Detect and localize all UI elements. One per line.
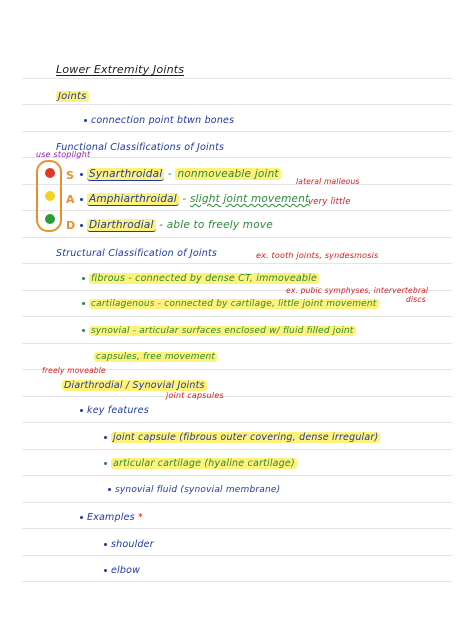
feature-articular-cartilage <box>104 459 297 469</box>
examples-row <box>80 513 143 523</box>
diarthrodial-row <box>80 220 273 231</box>
key-features-row <box>80 406 149 416</box>
diarthrodial-desc: able to freely move <box>166 219 273 231</box>
stoplight-letter-d: D <box>66 219 76 232</box>
synovial-cont-text: capsules, free movement <box>96 352 216 362</box>
page-title: Lower Extremity Joints <box>56 63 185 76</box>
capsule-note: joint capsules <box>166 391 224 400</box>
joints-heading <box>56 92 89 102</box>
joints-definition <box>84 116 234 126</box>
fibrous-row <box>82 274 319 284</box>
ruled-line <box>22 475 452 476</box>
ruled-line <box>22 555 452 556</box>
feature-synovial-fluid <box>108 486 280 495</box>
synarthroidal-row <box>80 169 281 180</box>
ruled-line <box>22 502 452 503</box>
bullet-icon <box>80 409 83 412</box>
examples-label: Examples <box>87 512 135 523</box>
bullet-icon <box>104 436 107 439</box>
bullet-icon <box>80 198 83 201</box>
example-shoulder-text: shoulder <box>111 539 154 550</box>
dash-sep: - <box>182 193 187 205</box>
ruled-line <box>22 422 452 423</box>
bullet-icon <box>108 488 111 491</box>
bullet-icon <box>82 277 85 280</box>
bullet-icon <box>82 302 85 305</box>
bullet-icon <box>80 224 83 227</box>
fibrous-text: fibrous - connected by dense CT, immoveable <box>91 273 318 284</box>
ruled-line <box>22 131 452 132</box>
stoplight-letter-s: S <box>66 169 74 182</box>
diarthrodial-term: Diarthrodial <box>89 219 154 231</box>
bullet-icon <box>80 516 83 519</box>
feature-joint-capsule-text: joint capsule (fibrous outer covering, dense irregular) <box>113 432 379 443</box>
synarthroidal-desc: nonmoveable joint <box>177 168 279 180</box>
ruled-line <box>22 78 452 79</box>
dash-sep: - <box>167 168 172 180</box>
yellow-light-icon <box>45 191 55 201</box>
key-features-text: key features <box>87 405 149 416</box>
stoplight-letter-a: A <box>66 193 75 206</box>
bullet-icon <box>82 329 85 332</box>
cartilagenous-row <box>82 300 379 309</box>
feature-joint-capsule <box>104 433 380 443</box>
stoplight-note: use stoplight <box>36 150 91 159</box>
star-icon: * <box>138 512 143 523</box>
synovial-row <box>82 327 356 336</box>
amphiarthroidal-row <box>80 194 309 205</box>
structural-heading: Structural Classification of Joints <box>56 248 218 259</box>
ruled-line <box>22 316 452 317</box>
amphiarthroidal-note: very little <box>308 197 351 207</box>
freely-moveable-note: freely moveable <box>42 366 106 375</box>
bullet-icon <box>104 543 107 546</box>
dash-sep: - <box>159 219 164 231</box>
cartilage-note-2: discs <box>406 295 426 304</box>
example-elbow <box>104 566 140 576</box>
ruled-line <box>22 237 452 238</box>
synovial-text: synovial - articular surfaces enclosed w/ fluid filled joint <box>91 326 354 336</box>
ruled-line <box>22 396 452 397</box>
ruled-line <box>22 210 452 211</box>
ruled-line <box>22 343 452 344</box>
feature-articular-cartilage-text: articular cartilage (hyaline cartilage) <box>113 458 295 469</box>
bullet-icon <box>104 569 107 572</box>
ruled-line <box>22 263 452 264</box>
synarthroidal-term: Synarthroidal <box>89 168 163 180</box>
example-shoulder <box>104 540 154 550</box>
ruled-line <box>22 104 452 105</box>
ruled-line <box>22 449 452 450</box>
diarthrodial-heading-text: Diarthrodial / Synovial Joints <box>64 380 205 391</box>
bullet-icon <box>84 119 87 122</box>
example-elbow-text: elbow <box>111 565 141 576</box>
green-light-icon <box>45 214 55 224</box>
synovial-cont <box>94 353 217 362</box>
feature-synovial-fluid-text: synovial fluid (synovial membrane) <box>115 485 281 495</box>
amphiarthroidal-desc: slight joint movement <box>189 193 310 205</box>
ruled-line <box>22 528 452 529</box>
synarthroidal-note: lateral malleous <box>296 177 360 186</box>
functional-heading: Functional Classifications of Joints <box>56 142 225 153</box>
cartilagenous-text: cartilagenous - connected by cartilage, little joint movement <box>91 299 377 309</box>
bullet-icon <box>80 173 83 176</box>
stoplight-icon <box>36 160 62 232</box>
ruled-line <box>22 581 452 582</box>
diarthrodial-heading <box>62 381 207 391</box>
amphiarthroidal-term: Amphiarthroidal <box>89 193 177 205</box>
joints-definition-text: connection point btwn bones <box>91 115 235 126</box>
structural-example-note: ex. tooth joints, syndesmosis <box>256 251 379 260</box>
bullet-icon <box>104 462 107 465</box>
joints-heading-text: Joints <box>58 91 87 102</box>
red-light-icon <box>45 168 55 178</box>
ruled-line <box>22 184 452 185</box>
cartilage-note-1: ex. pubic symphyses, intervertebral <box>286 286 429 295</box>
